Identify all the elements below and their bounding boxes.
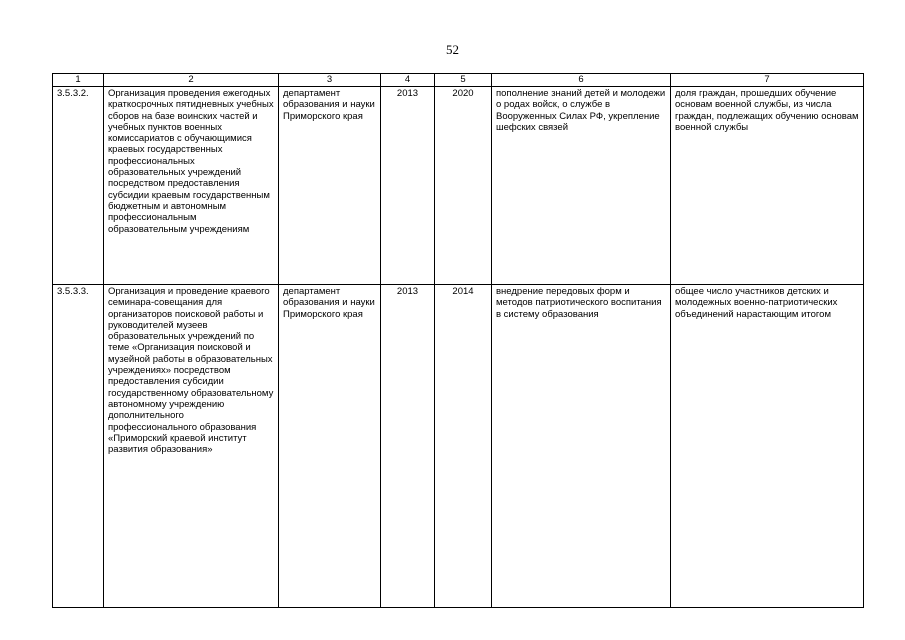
table-row	[53, 87, 864, 285]
item-number: 3.5.3.2.	[53, 87, 104, 285]
page-number: 52	[446, 42, 459, 57]
start-year: 2013	[381, 285, 435, 608]
expected-result: пополнение знаний детей и молодежи о родах войск, о службе в Вооруженных Силах РФ, укрепление шефских связей	[492, 87, 671, 285]
indicator: доля граждан, прошедших обучение основам военной службы, из числа граждан, подлежащих обучению основам военной службы	[671, 87, 864, 285]
column-header-1: 1	[53, 74, 104, 87]
end-year: 2014	[435, 285, 492, 608]
end-year: 2020	[435, 87, 492, 285]
activity-description: Организация проведения ежегодных краткосрочных пятидневных учебных сборов на базе воинских частей и учебных пунктов военных комиссариатов с обучающимися краевых государственных профессиональных образовательных учреждений посредством предоставления субсидии краевым государственным бюджетным и автономным профессиональным образовательным учреждениям	[104, 87, 279, 285]
column-header-2: 2	[104, 74, 279, 87]
column-header-7: 7	[671, 74, 864, 87]
start-year: 2013	[381, 87, 435, 285]
indicator: общее число участников детских и молодежных военно-патриотических объединений нарастающим итогом	[671, 285, 864, 608]
header-row	[53, 74, 864, 87]
column-header-4: 4	[381, 74, 435, 87]
executor: департамент образования и науки Приморского края	[279, 285, 381, 608]
column-header-5: 5	[435, 74, 492, 87]
program-table	[52, 73, 864, 608]
table-row	[53, 285, 864, 608]
item-number: 3.5.3.3.	[53, 285, 104, 608]
activity-description: Организация и проведение краевого семинара-совещания для организаторов поисковой работы и руководителей музеев образовательных учреждений по теме «Организация поисковой и музейной работы в образовательных учреждениях» посредством предоставления субсидии государственному образовательному автономному учреждению дополнительного профессионального образования «Приморский краевой институт развития образования»	[104, 285, 279, 608]
executor: департамент образования и науки Приморского края	[279, 87, 381, 285]
column-header-6: 6	[492, 74, 671, 87]
column-header-3: 3	[279, 74, 381, 87]
expected-result: внедрение передовых форм и методов патриотического воспитания в систему образования	[492, 285, 671, 608]
